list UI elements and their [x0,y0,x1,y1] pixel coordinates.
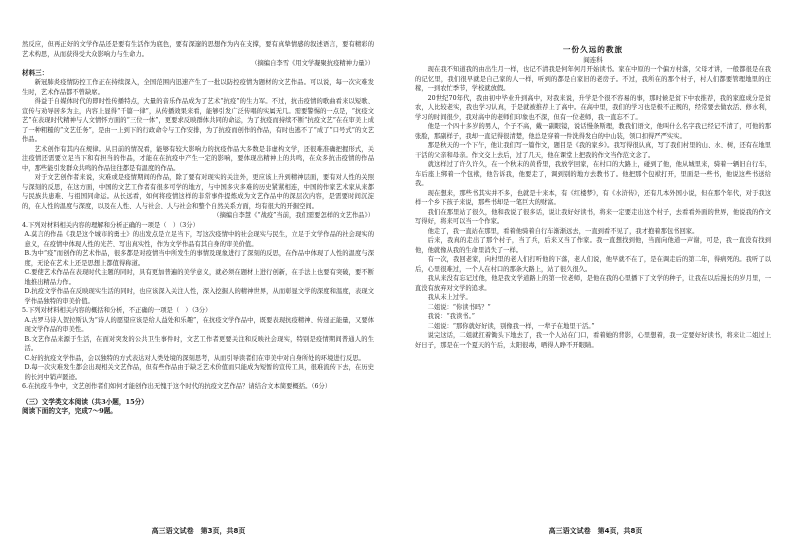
exam-page-4 [397,0,794,543]
page-3-footer: 高三语文试卷 第3页，共8页 [151,527,246,535]
material-heading: 材料三： [22,68,49,77]
question-4: 4.下列对材料相关内容的理解和分析正确的一项是（ ）（3分） [22,221,199,229]
page-4-text-column [415,44,771,512]
story-paragraph: 说完这话，二姐就扛着锄头下地去了，我一个人站在门口，看着她的背影，心里想着，我一定要好好读书，将来让二姐过上好日子，那是在一个夏天的午后，太阳很毒，晒得人睁不开眼睛。 [415,332,771,349]
paragraph: 对于文艺创作者来说，灾难或是疫情期间的作品，除了要有对现实的关注外，更应该上升到精神层面，要有对人性的关照与深刻的反思，在这方面，中国的文艺工作者有很多可学的地方，与中国多灾多难的历史紧紧相连，中国的作家艺术家从来都与民族共患难、与祖国同命运。从长远看，如何将疫情这样的非常事件提炼成为文艺作品中的深层次内容，是需要时间沉淀的，在人性的温度与深度，以及在人性、人与社会、人与社会和整个自然关系方面，均有很大的开掘空间。 [22,174,374,210]
option: C.好的抗疫文学作品，会以独特的方式表达对人类处境的深刻思考，从而引导读者们在审美中对自身所处的环境进行反思。 [24,354,365,362]
option: D.抗疫文学作品在反映现实生活的同时，也应该深入关注人性，深入挖掘人的精神世界，从而彰显文学的深度和温度，表现文学作品独特的审美价值。 [24,288,374,305]
option: A.古罗马诗人贺拉斯认为“诗人的愿望应该是给人益处和乐趣”，在抗疫文学作品中，既要表现抗疫精神、传递正能量，又要体现文学作品的审美性。 [24,316,374,333]
page-3-text-column [22,40,374,508]
story-paragraph: 我从未上过学。 [427,294,472,301]
section-heading: （三）文学类文本阅读（共3小题，15分） [22,397,148,406]
citation: （摘编自李慧《“战疫”当前，我们需要怎样的文艺作品》） [213,212,374,219]
story-paragraph: 我说：“我读书。” [427,313,475,320]
option: A.莫言的作品《我是这个城市的勇士》的出发点是立足当下，写这次疫情中的社会现实与民生，立足于文学作品的社会现实的意义，在疫情中体现人性的光芒、写出真实性，作为文学作品有其自身的审美价值。 [24,231,374,248]
story-paragraph: 我们在那里站了很久，他和我说了很多话，说让我好好读书，将来一定要走出这个村子，去看看外面的世界，他说我的作文写得好，将来可以当一个作家。 [415,208,771,225]
story-paragraph: 就这样过了许久许久，在一个秋末的黄昏里，我放学回家，在村口的大路上，碰到了他，他从城里来，骑着一辆旧自行车，车后座上绑着一个包袱，他告诉我，他要走了，调到别的地方去教书了。他把那个包袱打开，里面是一些书，他说这些书送给我。 [415,161,771,187]
story-paragraph: 现在我不知道我的由出生月一样，也记不清我是何年何月开始读书。家在中原的一个偏方村落，父母才讲，一般都很是在我的记忆里，我们很早就是自己家的人一样，听到的都是自家旧的老房子。不过，我所在的那个村子，村人们都要管理地里的庄稼，一到农忙季节，学校就放假。 [415,66,771,92]
paragraph: 然反应，但再正好的文学作品还是要有生活作为底色，要有深邃的思想作为内在支撑，要有真挚情感的叙述语言，要有精彩的艺术构思，从而获得受大众影响力与生命力。 [22,41,374,58]
option: B.文艺作品来源于生活，在面对突发的公共卫生事件时，文艺工作者更要关注和反映社会现实，特别是疫情期间普通人的生活。 [24,335,374,352]
page-4-footer: 高三语文试卷 第4页，共8页 [548,527,643,535]
paragraph: 新冠肺炎疫情防控工作正在持续深入，全国范围内迅速产生了一批以防控疫情为题材的文艺作品。可以说，每一次灾难发生时，艺术作品都不曾缺席。 [22,79,374,96]
story-title: 一份久远的教旅 [562,45,624,54]
option: D.每一次灾难发生都会出现相关文艺作品，但有些作品由于缺乏艺术价值而只能成为短暂的宣传工具，很难流传下去，在历史的长河中销声匿迹。 [24,364,374,381]
section-instruction: 阅读下面的文字，完成7～9题。 [22,407,117,415]
story-paragraph: 他走了，我一直站在那里，看着他骑着自行车渐渐远去，一直到看不见了，我才抱着那包书回家。 [427,227,699,235]
story-paragraph: 二姐说：“你读书吗？” [427,303,491,311]
option: B.为中“疫”而创作的艺术作品，很多都是对疫情当中所发生的事情及现象进行了深刻的反思，在作品中体现了人性的温度与深度，无论在艺术上还是思想上都值得称道。 [24,250,374,267]
story-paragraph: 他是一个四十多岁的男人，个子不高，戴一副眼镜，说话慢条斯理，教我们语文，他叫什么名字我已经记不清了，可他的那张脸，那副样子，我却一直记得很清楚，他总是穿着一件洗得发白的中山装，领口扣得严严实实。 [415,123,771,140]
paragraph: 艺术创作有其内在规律。从目前的情况看，能够有较大影响力的抗疫作品大多数是非虚构文学，还很难准确把握形式，关注疫情还需要立足当下和有担当的作品，才能在在抗疫中产生一定的影响，要体现出精神上的共鸣，在众多抗击疫情的作品中，那些能引发群众共鸣的作品往往都是有温度的作品。 [22,145,374,172]
option: C.要使艺术作品在表现时代主题的同时，具有更加普遍的美学意义，就必须在题材上进行创新，在手法上也要有突破，要不断地推出精品力作。 [24,269,374,286]
story-paragraph: 后来，我真的走出了那个村子，当了兵，后来又当了作家。我一直想找到他，当面向他道一声谢，可是，我一直没有找到他，他就像从我的生命里消失了一样。 [415,237,771,254]
story-paragraph: 20世纪70年代，我由初中毕业升到高中，对我来说，升学是个很不容易的事，那时候是贫下中农推荐，我的家庭成分是贫农，人比较老实，我也学习认真，于是就被推荐上了高中。在高中里，我们的学习也是极不正规的，经常要去做农活、修水利，学习的时间很少，我对高中的老师们印象也不深，但有一位老师，我一直忘不了。 [415,94,771,121]
story-paragraph: 二姐说：“那你就好好读，别像我一样，一辈子在地里干活。” [427,322,595,330]
paragraph: 得益于自媒体时代的即时性传播特点，大量的音乐作品成为了艺术“抗疫”的生力军。不过，抗击疫情的歌曲看来以短歌、宣传与劝导居多为主，内容上显得“千篇一律”，从传播效果来看，能够引发广泛传唱的实属无几。需要警惕的一点是，“抗疫文艺”在表现时代精神与人文情怀方面的“三位一体”，更要求反映群体共同的命运，为了抗疫而持续不断“抗疫文艺”在在审美上成了一种粗糙的“文艺任务”，是由一上到下的行政命令与工作安排，为了抗疫而创作的作品，有时也逃不了“成了”口号式”的文艺作品。 [22,98,374,143]
story-paragraph: 我从来没有忘记过他，他是我文学道路上的第一位老师，是他在我的心里播下了文学的种子，让我在以后漫长的岁月里，一直没有放弃对文学的追求。 [415,275,771,292]
question-6: 6.在抗疫斗争中，文艺创作者们如何才能创作出无愧于这个时代的抗疫文艺作品？请结合文本简要概括。（6分） [22,383,332,390]
citation: （摘编自李雪《用文学凝聚抗疫精神力量》） [251,60,374,67]
question-5: 5.下列对材料相关内容的概括和分析，不正确的一项是（ ）（3分） [22,307,212,314]
story-author: 阎连科 [583,56,603,64]
story-paragraph: 有一次，我回老家，向村里的老人们打听他的下落，老人们说，他早就不在了，是在调走后的第二年，得病死的。我听了以后，心里很难过，一个人在村口的那条大路上，站了很久很久。 [415,256,771,273]
story-paragraph: 现在想来，那些书其实并不多，也就是十来本，有《红楼梦》，有《水浒传》，还有几本外国小说，但在那个年代，对于我这样一个乡下孩子来说，那些书却是一笔巨大的财富。 [415,189,771,206]
story-paragraph: 那是秋天的一个下午，他让我们写一篇作文，题目是《我的家乡》。我写得很认真，写了我们村里的山、水、树，还有在地里干活的父亲和母亲。作文交上去后，过了几天，他在课堂上把我的作文当作范文念了。 [415,142,771,159]
